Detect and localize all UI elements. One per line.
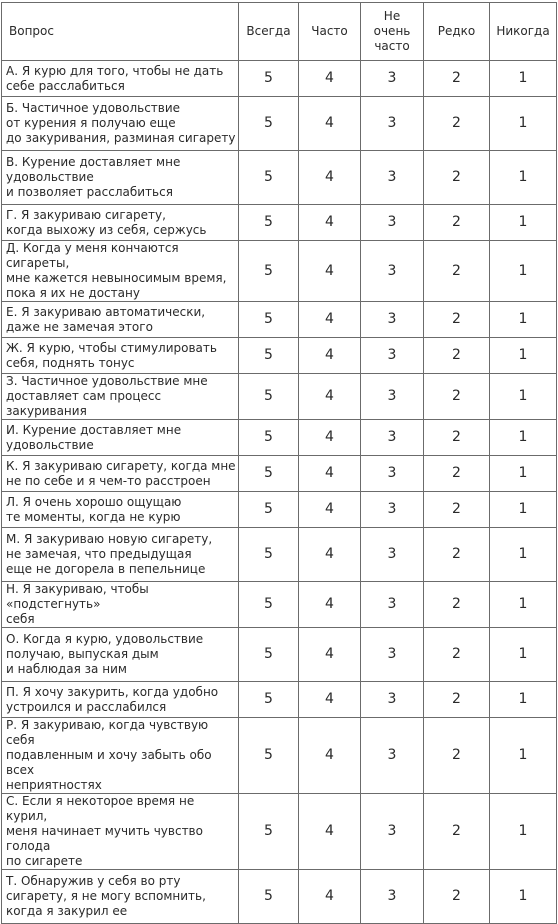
table-row [2,205,557,241]
table-row [2,582,557,628]
score-rarely: 2 [424,870,490,924]
score-often: 4 [299,794,361,870]
table-row [2,528,557,582]
score-never: 1 [490,97,557,151]
question-cell [2,682,239,718]
table-row [2,241,557,302]
question-cell [2,420,239,456]
question-cell [2,456,239,492]
score-not-often: 3 [361,338,424,374]
score-rarely: 2 [424,582,490,628]
score-never: 1 [490,338,557,374]
question-cell [2,241,239,302]
score-always: 5 [239,338,299,374]
score-not-often: 3 [361,61,424,97]
score-never: 1 [490,151,557,205]
score-never: 1 [490,241,557,302]
score-not-often: 3 [361,241,424,302]
score-not-often: 3 [361,682,424,718]
score-never: 1 [490,582,557,628]
score-not-often: 3 [361,718,424,794]
score-always: 5 [239,61,299,97]
score-not-often: 3 [361,302,424,338]
question-cell [2,302,239,338]
question-text: П. Я хочу закурить, когда удобно устроился и расслабился [6,684,219,714]
question-text: Ж. Я курю, чтобы стимулировать себя, поднять тонус [6,340,217,370]
score-not-often: 3 [361,420,424,456]
score-always: 5 [239,492,299,528]
score-often: 4 [299,456,361,492]
score-rarely: 2 [424,302,490,338]
table-row [2,151,557,205]
score-not-often: 3 [361,456,424,492]
score-often: 4 [299,682,361,718]
question-cell [2,492,239,528]
question-text: Л. Я очень хорошо ощущаю те моменты, когда не курю [6,494,182,524]
question-text: Р. Я закуриваю, когда чувствую себя подавленным и хочу забыть обо всех неприятностях [6,718,212,792]
table-row [2,456,557,492]
score-never: 1 [490,870,557,924]
score-rarely: 2 [424,528,490,582]
score-often: 4 [299,97,361,151]
question-text: К. Я закуриваю сигарету, когда мне не по себе и я чем-то расстроен [6,458,236,488]
score-often: 4 [299,338,361,374]
question-cell [2,205,239,241]
score-often: 4 [299,420,361,456]
table-row [2,870,557,924]
score-often: 4 [299,718,361,794]
score-always: 5 [239,456,299,492]
question-text: О. Когда я курю, удовольствие получаю, выпуская дым и наблюдая за ним [6,632,204,676]
score-always: 5 [239,528,299,582]
table-row [2,97,557,151]
score-often: 4 [299,870,361,924]
question-cell [2,794,239,870]
score-never: 1 [490,205,557,241]
score-rarely: 2 [424,205,490,241]
question-text: Д. Когда у меня кончаются сигареты, мне кажется невыносимым время, пока я их не достану [6,241,227,300]
score-rarely: 2 [424,682,490,718]
question-text: З. Частичное удовольствие мне доставляет сам процесс закуривания [6,374,208,418]
score-often: 4 [299,374,361,420]
score-not-often: 3 [361,582,424,628]
score-often: 4 [299,528,361,582]
score-not-often: 3 [361,97,424,151]
score-often: 4 [299,628,361,682]
table-row [2,718,557,794]
score-not-often: 3 [361,151,424,205]
score-rarely: 2 [424,97,490,151]
score-often: 4 [299,302,361,338]
question-text: Н. Я закуриваю, чтобы «подстегнуть» себя [6,582,149,626]
table-row [2,374,557,420]
question-cell [2,151,239,205]
header-not-often-label: Не очень часто [373,9,411,53]
question-text: С. Если я некоторое время не курил, меня начинает мучить чувство голода по сигарете [6,794,203,868]
score-always: 5 [239,718,299,794]
score-rarely: 2 [424,718,490,794]
score-always: 5 [239,794,299,870]
score-not-often: 3 [361,374,424,420]
header-row [2,3,557,61]
question-text: Т. Обнаружив у себя во рту сигарету, я не могу вспомнить, когда я закурил ее [6,874,206,918]
score-always: 5 [239,151,299,205]
score-often: 4 [299,151,361,205]
question-cell [2,628,239,682]
score-not-often: 3 [361,205,424,241]
score-always: 5 [239,302,299,338]
score-often: 4 [299,205,361,241]
score-never: 1 [490,61,557,97]
table-row [2,492,557,528]
header-never: Никогда [490,3,557,61]
score-never: 1 [490,302,557,338]
score-rarely: 2 [424,456,490,492]
question-text: А. Я курю для того, чтобы не дать себе расслабиться [6,63,224,93]
score-always: 5 [239,582,299,628]
score-never: 1 [490,492,557,528]
table-row [2,302,557,338]
question-cell [2,61,239,97]
question-text: Г. Я закуриваю сигарету, когда выхожу из себя, сержусь [6,207,207,237]
score-rarely: 2 [424,338,490,374]
score-rarely: 2 [424,492,490,528]
table-row [2,794,557,870]
score-not-often: 3 [361,794,424,870]
score-rarely: 2 [424,241,490,302]
score-often: 4 [299,492,361,528]
score-always: 5 [239,374,299,420]
question-text: В. Курение доставляет мне удовольствие и позволяет расслабиться [6,155,181,199]
question-text: И. Курение доставляет мне удовольствие [6,422,182,452]
header-rarely: Редко [424,3,490,61]
score-rarely: 2 [424,151,490,205]
table-row [2,61,557,97]
header-question: Вопрос [2,3,239,61]
score-never: 1 [490,794,557,870]
score-never: 1 [490,374,557,420]
score-never: 1 [490,682,557,718]
score-always: 5 [239,97,299,151]
score-never: 1 [490,456,557,492]
question-cell [2,582,239,628]
score-always: 5 [239,205,299,241]
question-cell [2,528,239,582]
question-cell [2,718,239,794]
score-not-often: 3 [361,492,424,528]
score-never: 1 [490,718,557,794]
question-cell [2,374,239,420]
question-text: М. Я закуриваю новую сигарету, не замечая, что предыдущая еще не догорела в пепельнице [6,532,213,576]
score-always: 5 [239,420,299,456]
survey-table [1,2,557,924]
score-never: 1 [490,628,557,682]
table-row [2,628,557,682]
score-rarely: 2 [424,628,490,682]
table-row [2,420,557,456]
question-text: Е. Я закуриваю автоматически, даже не замечая этого [6,304,206,334]
score-not-often: 3 [361,628,424,682]
header-always: Всегда [239,3,299,61]
score-always: 5 [239,241,299,302]
question-cell [2,870,239,924]
score-always: 5 [239,870,299,924]
score-rarely: 2 [424,794,490,870]
score-rarely: 2 [424,374,490,420]
table-row [2,338,557,374]
score-always: 5 [239,628,299,682]
question-cell [2,97,239,151]
header-often: Часто [299,3,361,61]
score-rarely: 2 [424,420,490,456]
table-row [2,682,557,718]
score-never: 1 [490,420,557,456]
table-body [2,61,557,924]
question-cell [2,338,239,374]
score-not-often: 3 [361,870,424,924]
score-often: 4 [299,61,361,97]
score-often: 4 [299,582,361,628]
score-often: 4 [299,241,361,302]
score-rarely: 2 [424,61,490,97]
header-not-often [361,3,424,61]
score-not-often: 3 [361,528,424,582]
question-text: Б. Частичное удовольствие от курения я получаю еще до закуривания, разминая сигарету [6,101,236,145]
table-header [2,3,557,61]
score-never: 1 [490,528,557,582]
score-always: 5 [239,682,299,718]
